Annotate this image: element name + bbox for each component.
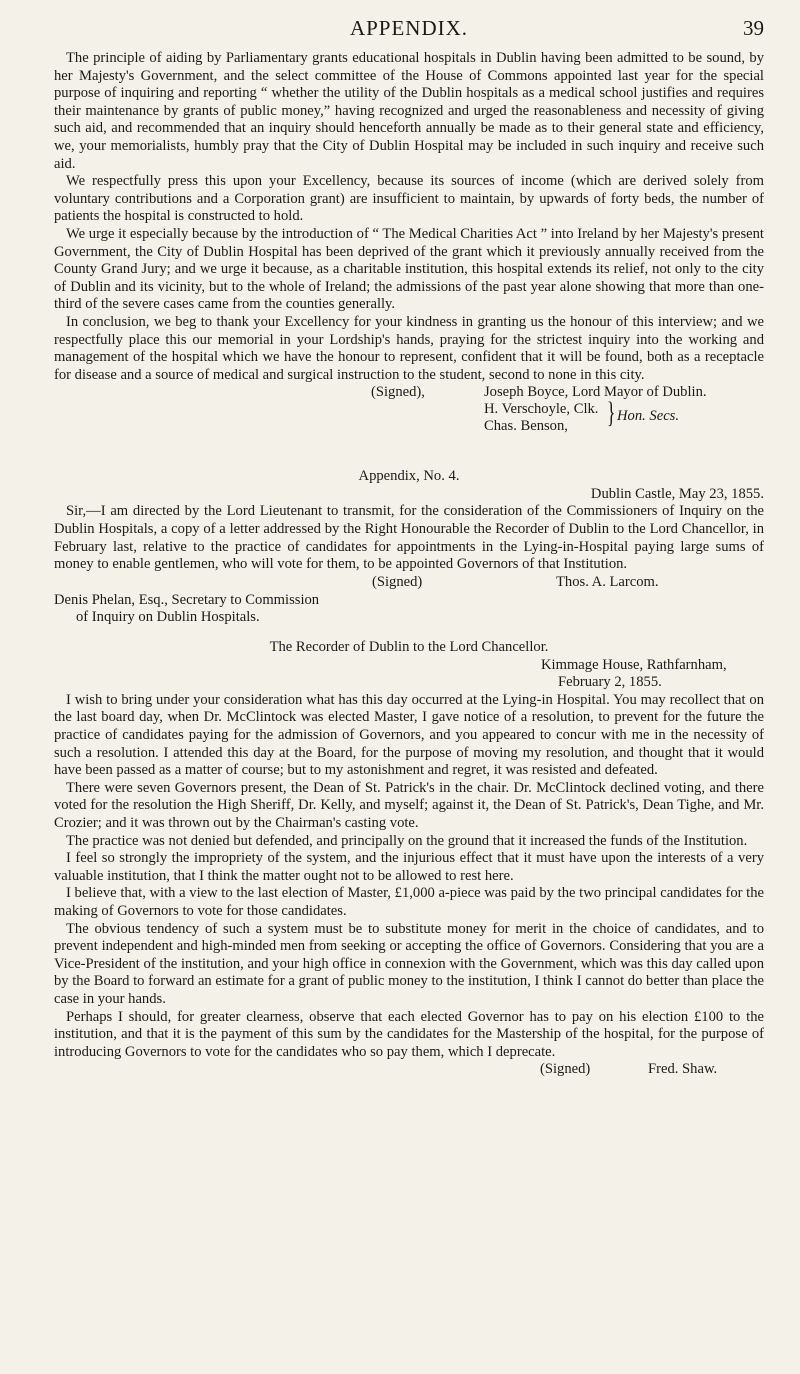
memorial-paragraph-4: In conclusion, we beg to thank your Excellency for your kindness in granting us the honour of this interview; and we respectfully place this our memorial in your Lordship's hands, praying for the strictest inquiry into the working and management of the hospital which we have the honour to represent, confident that it will be found, both as a receptacle for disease and a source of medical and surgical instruction to the student, second to none in this city.: [54, 313, 764, 383]
appendix-signed-label: (Signed): [372, 573, 423, 590]
brace-glyph: }: [606, 396, 616, 430]
page: [54, 12, 764, 1079]
recorder-paragraph-3: The practice was not denied but defended, and principally on the ground that it increased the funds of the Institution.: [66, 832, 748, 849]
recorder-signer: Fred. Shaw.: [648, 1061, 718, 1078]
recorder-signature-line: [54, 1061, 764, 1079]
appendix-letter: Sir,—I am directed by the Lord Lieutenant to transmit, for the consideration of the Commissioners of Inquiry on the Dublin Hospitals, a copy of a letter addressed by the Right Honourable the Recorder of Dublin to the Lord Chancellor, in February last, relative to the practice of candidates for appointments in the Lying-in-Hospital paying large sums of money to enable gentlemen, who will vote for them, to be appointed Governors of that Institution.: [54, 503, 764, 573]
appendix-signer: Thos. A. Larcom.: [556, 573, 659, 590]
recorder-paragraph-5: I believe that, with a view to the last election of Master, £1,000 a-piece was paid by the two principal candidates for the making of Governors to vote for those candidates.: [54, 885, 764, 919]
memorial-paragraph-1: The principle of aiding by Parliamentary grants educational hospitals in Dublin having been admitted to be sound, by her Majesty's Government, and the select committee of the House of Commons appointed last year for the special purpose of inquiring and reporting “ whether the utility of the Dublin hospitals as a medical school justifies and requires their maintenance by grants of public money,” having recognized and urged the reasonableness and necessity of giving such aid, and recommended that an inquiry should henceforth annually be made as to their general state and efficiency, we, your memorialists, humbly pray that the City of Dublin Hospital may be included in such inquiry and receive such aid.: [54, 50, 764, 172]
hon-secs-label: Hon. Secs.: [617, 408, 680, 425]
running-title: APPENDIX.: [349, 16, 469, 40]
recorder-address-1: Kimmage House, Rathfarnham,: [541, 656, 727, 673]
signatory-verschoyle: H. Verschoyle, Clk.: [484, 401, 599, 418]
recorder-letter-heading: The Recorder of Dublin to the Lord Chancellor.: [269, 639, 549, 656]
memorial-paragraph-3: We urge it especially because by the introduction of “ The Medical Charities Act ” into Ireland by her Majesty's present Government, the City of Dublin Hospital has been deprived of the grant which it previously annually received from the County Grand Jury; and we urge it because, as a charitable institution, this hospital extends its relief, not only to the city of Dublin and its vicinity, but to the whole of Ireland; the admissions of the past year alone showing that more than one-third of the severe cases came from the counties generally.: [54, 225, 764, 313]
memorial-paragraph-2: We respectfully press this upon your Excellency, because its sources of income (which are derived solely from voluntary contributions and a Corporation grant) are insufficient to maintain, by upwards of forty beds, the number of patients the hospital is constructed to hold.: [54, 173, 764, 225]
recorder-paragraph-1: I wish to bring under your consideration what has this day occurred at the Lying-in Hospital. You may recollect that on the last board day, when Dr. McClintock was elected Master, I gave notice of a resolution, to prevent for the future the practice of candidates paying for the admission of Governors, and you appeared to concur with me in the necessity of such a resolution. I attended this day at the Board, for the purpose of moving my resolution, and thought that it would have been passed as a matter of course; but to my astonishment and regret, it was resisted and defeated.: [54, 691, 764, 779]
addressee-line-2: of Inquiry on Dublin Hospitals.: [76, 609, 260, 626]
page-header: [54, 12, 764, 50]
addressee-line-1: Denis Phelan, Esq., Secretary to Commission: [54, 591, 320, 608]
memorial-signatures: [54, 384, 764, 440]
appendix-dateline: Dublin Castle, May 23, 1855.: [590, 485, 764, 502]
signatory-lord-mayor: Joseph Boyce, Lord Mayor of Dublin.: [484, 384, 707, 401]
recorder-paragraph-7: Perhaps I should, for greater clearness, observe that each elected Governor has to pay on his election £100 to the institution, and that it is the payment of this sum by the candidates for the Mastership of the hospital, for the purpose of introducing Governors to vote for the candidates who so pay them, which I deprecate.: [54, 1008, 764, 1060]
appendix-heading: Appendix, No. 4.: [358, 468, 460, 485]
recorder-paragraph-4: I feel so strongly the impropriety of the system, and the injurious effect that it must have upon the interests of a very valuable institution, that I think the matter ought not to be allowed to rest here.: [54, 850, 764, 884]
appendix-signature-line: [54, 574, 764, 592]
recorder-paragraph-2: There were seven Governors present, the Dean of St. Patrick's in the chair. Dr. McClintock declined voting, and there voted for the resolution the High Sheriff, Dr. Kelly, and myself; against it, the Dean of St. Patrick's, Dean Tighe, and Mr. Crozier; and it was thrown out by the Chairman's casting vote.: [54, 779, 764, 831]
recorder-paragraph-6: The obvious tendency of such a system must be to substitute money for merit in the choice of candidates, and to prevent independent and high-minded men from seeking or accepting the office of Governors. Considering that you are a Vice-President of the institution, and your high office in connexion with the Government, which was this day called upon by the Board to forward an estimate for a grant of public money to the institution, I think I cannot do better than place the case in your hands.: [54, 920, 764, 1007]
recorder-signed-label: (Signed): [540, 1061, 591, 1078]
signatory-benson: Chas. Benson,: [484, 418, 568, 435]
page-number: 39: [743, 16, 764, 40]
signed-label: (Signed),: [371, 384, 425, 401]
recorder-address-2: February 2, 1855.: [558, 674, 662, 691]
